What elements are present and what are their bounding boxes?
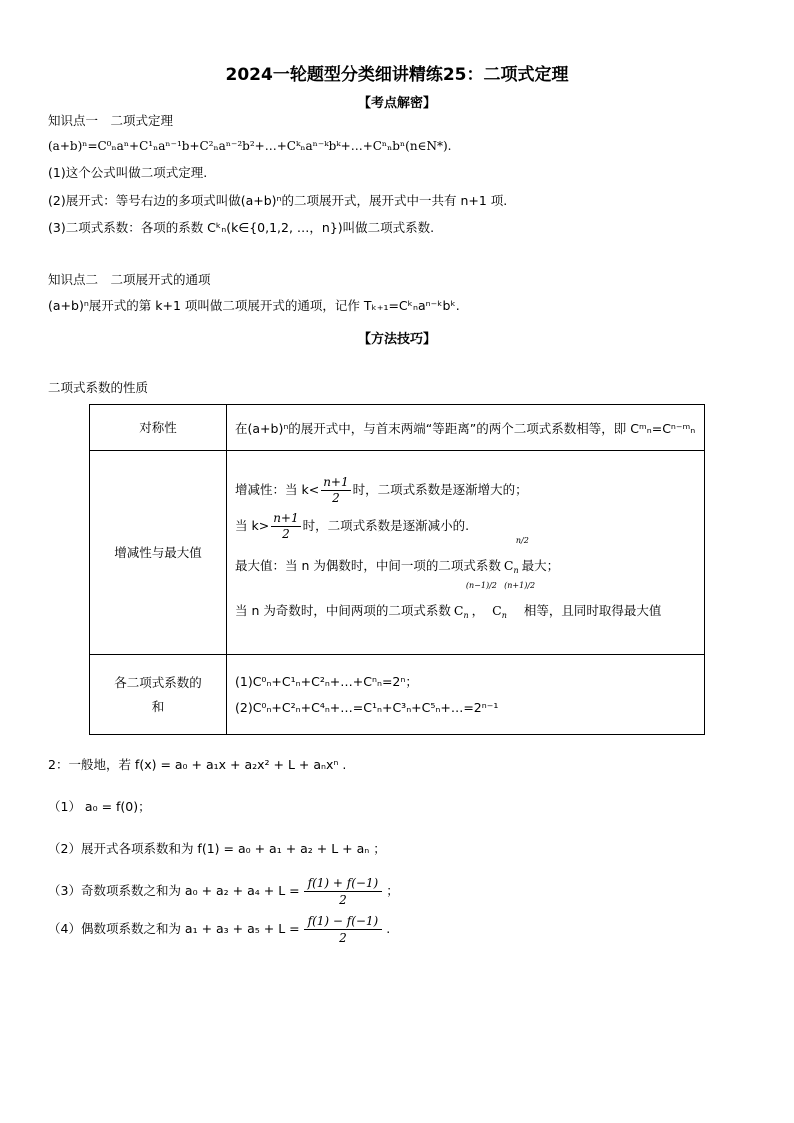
fraction-numerator: n+1 <box>323 474 349 489</box>
general-item-4 <box>48 912 390 946</box>
sum-identity-2: (2)C⁰ₙ+C²ₙ+C⁴ₙ+…=C¹ₙ+C³ₙ+C⁵ₙ+…=2ⁿ⁻¹ <box>235 699 499 715</box>
sum-identity-1: (1)C⁰ₙ+C¹ₙ+C²ₙ+…+Cⁿₙ=2ⁿ； <box>235 673 418 689</box>
binomial-superscript: n/2 <box>515 535 529 545</box>
even-sum-fraction <box>304 913 383 946</box>
general-item-2: （2）展开式各项系数和为 f(1) = a₀ + a₁ + a₂ + L + aₙ ； <box>48 841 386 856</box>
kp1-item-1: (1)这个公式叫做二项式定理. <box>48 165 208 180</box>
general-intro: 2：一般地，若 f(x) = a₀ + a₁x + a₂x² + L + aₙxⁿ . <box>48 757 347 772</box>
fraction-numerator: f(1) − f(−1) <box>304 913 383 930</box>
kp2-heading: 知识点二 二项展开式的通项 <box>48 272 211 287</box>
fraction-numerator: n+1 <box>273 510 299 525</box>
row-label-sums: 各二项式系数的和 <box>90 655 227 735</box>
decreasing-text-b: 时，二项式系数是逐渐减小的. <box>302 517 470 533</box>
fraction-n-plus-1-over-2 <box>271 511 300 542</box>
odd-sum-end: ； <box>386 883 399 898</box>
binomial-superscript: (n−1)/2 <box>465 580 497 590</box>
page-title: 2024一轮题型分类细讲精练25：二项式定理 <box>225 65 569 85</box>
kp1-item-2: (2)展开式：等号右边的多项式叫做(a+b)ⁿ的二项展开式，展开式中一共有 n+1 项. <box>48 193 508 208</box>
fraction-denominator: 2 <box>282 526 290 541</box>
table-caption: 二项式系数的性质 <box>48 380 149 395</box>
section-heading-key-points: 【考点解密】 <box>357 96 436 111</box>
binomial-superscript: (n+1)/2 <box>504 580 536 590</box>
max-odd-text-b: 相等，且同时取得最大值 <box>523 602 662 618</box>
kp1-heading: 知识点一 二项式定理 <box>48 113 174 128</box>
increasing-text-b: 时，二项式系数是逐渐增大的； <box>352 481 528 497</box>
general-term-text: (a+b)ⁿ展开式的第 k+1 项叫做二项展开式的通项，记作 Tₖ₊₁=Cᵏₙaⁿ⁻ᵏbᵏ. <box>48 298 460 313</box>
fraction-numerator: f(1) + f(−1) <box>304 875 383 892</box>
table-row-monotonicity <box>90 451 705 655</box>
max-even-text-b: 最大； <box>521 557 560 573</box>
odd-sum-fraction <box>304 875 383 908</box>
middle-binomial-coefficient-2: $C_n$ (n+1)/2 <box>492 580 536 620</box>
kp1-item-3: (3)二项式系数：各项的系数 Cᵏₙ(k∈{0,1,2, …，n})叫做二项式系数. <box>48 220 435 235</box>
increasing-line <box>235 472 696 508</box>
binomial-theorem-formula: (a+b)ⁿ=C⁰ₙaⁿ+C¹ₙaⁿ⁻¹b+C²ₙaⁿ⁻²b²+…+Cᵏₙaⁿ⁻ᵏbᵏ+…+Cⁿₙbⁿ(n∈N*). <box>48 139 452 153</box>
max-odd-text-a: 当 n 为奇数时，中间两项的二项式系数 <box>235 602 451 618</box>
general-item-3 <box>48 874 399 908</box>
table-row-sums <box>90 655 705 735</box>
even-sum-text: （4）偶数项系数之和为 a₁ + a₃ + a₅ + L = <box>48 921 300 936</box>
max-even-text-a: 最大值：当 n 为偶数时，中间一项的二项式系数 <box>235 557 501 573</box>
fraction-denominator: 2 <box>339 931 347 945</box>
general-item-1: （1） a₀ = f(0)； <box>48 799 151 814</box>
even-sum-end: . <box>386 921 391 936</box>
middle-binomial-coefficient: $C_n$ n/2 <box>503 535 529 575</box>
sums-content <box>227 655 705 735</box>
monotonicity-content <box>227 451 705 655</box>
odd-sum-text: （3）奇数项系数之和为 a₀ + a₂ + a₄ + L = <box>48 883 300 898</box>
row-label-monotonicity: 增减性与最大值 <box>90 451 227 655</box>
decreasing-text-a: 当 k> <box>235 517 270 533</box>
fraction-denominator: 2 <box>339 893 347 907</box>
increasing-text-a: 增减性：当 k< <box>235 481 320 497</box>
table-row-symmetry <box>90 405 705 451</box>
fraction-n-plus-1-over-2 <box>321 475 350 506</box>
binomial-coefficient-properties-table <box>89 404 705 735</box>
symmetry-text: 在(a+b)ⁿ的展开式中，与首末两端“等距离”的两个二项式系数相等，即 Cᵐₙ=Cⁿ⁻ᵐₙ <box>227 405 705 451</box>
section-heading-methods: 【方法技巧】 <box>357 332 436 347</box>
middle-binomial-coefficient-1: $C_n$ (n−1)/2 <box>453 580 497 620</box>
row-label-symmetry: 对称性 <box>90 405 227 451</box>
max-odd-line: 当 n 为奇数时，中间两项的二项式系数 $C_n$ (n−1)/2 ， $C_n$ (n+1)/2 相等，且同时取得最大值 <box>235 593 696 634</box>
fraction-denominator: 2 <box>332 490 340 505</box>
decreasing-line <box>235 508 696 544</box>
